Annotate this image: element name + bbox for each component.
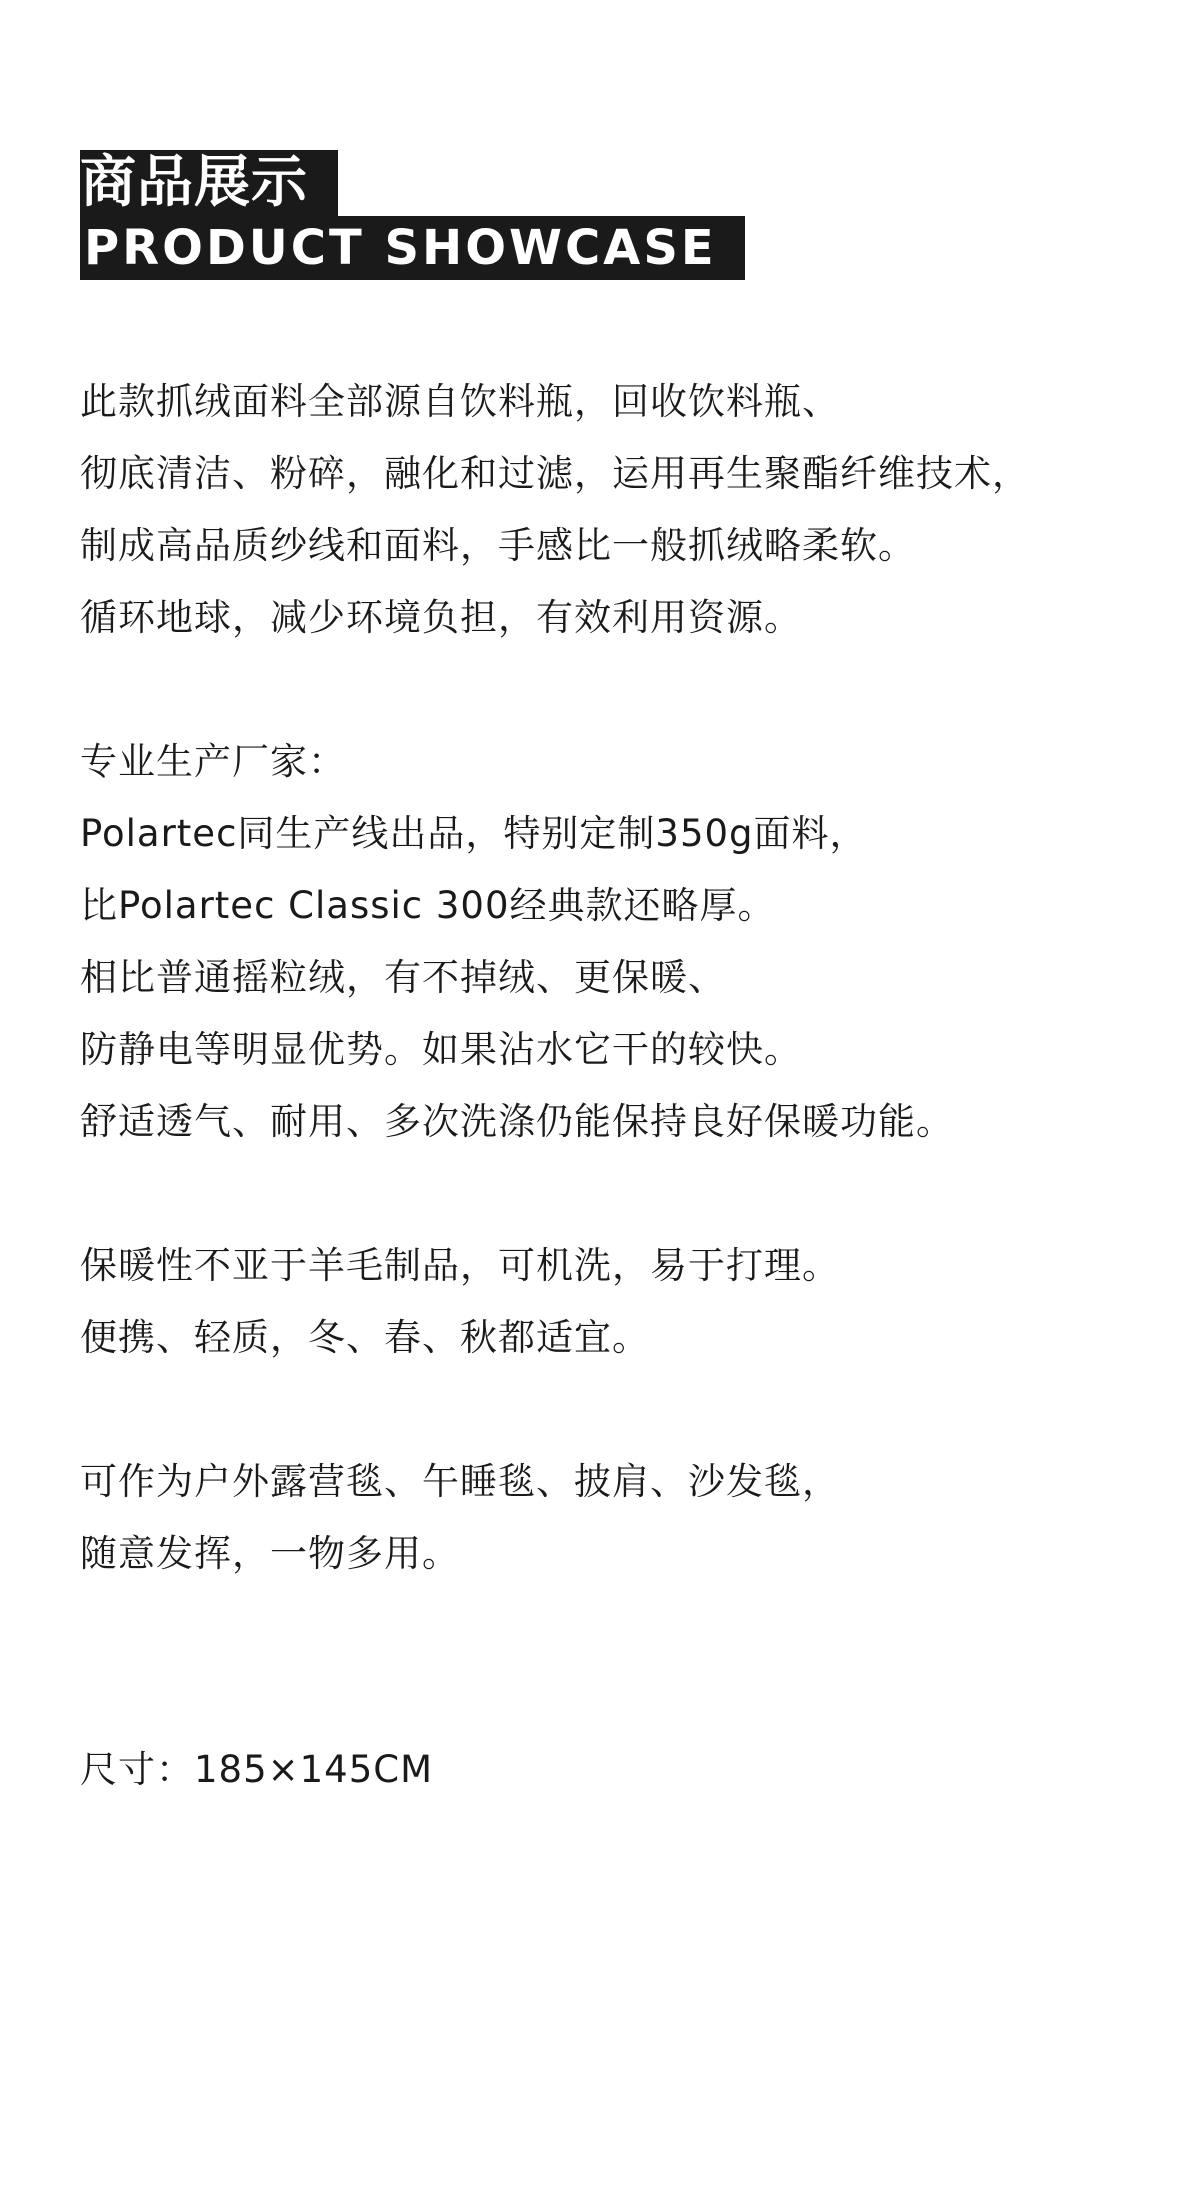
paragraph-spacer [80, 1158, 1140, 1230]
paragraph-material [80, 366, 1140, 654]
product-description [80, 366, 1140, 1806]
text-line: 防静电等明显优势。如果沾水它干的较快。 [80, 1028, 802, 1071]
text-line: 相比普通摇粒绒，有不掉绒、更保暖、 [80, 956, 726, 999]
size-spec: 尺寸：185×145CM [80, 1748, 434, 1791]
heading-title-en: PRODUCT SHOWCASE [80, 216, 745, 280]
text-line: Polartec同生产线出品，特别定制350g面料， [80, 812, 868, 855]
text-line: 彻底清洁、粉碎，融化和过滤，运用再生聚酯纤维技术， [80, 452, 1030, 495]
paragraph-usage [80, 1446, 1140, 1590]
text-line: 循环地球，减少环境负担，有效利用资源。 [80, 596, 802, 639]
text-line: 舒适透气、耐用、多次洗涤仍能保持良好保暖功能。 [80, 1100, 954, 1143]
text-line: 可作为户外露营毯、午睡毯、披肩、沙发毯， [80, 1460, 840, 1503]
text-line: 保暖性不亚于羊毛制品，可机洗，易于打理。 [80, 1244, 840, 1287]
text-line: 便携、轻质，冬、春、秋都适宜。 [80, 1316, 650, 1359]
heading-title-cn: 商品展示 [80, 150, 338, 216]
text-line: 制成高品质纱线和面料，手感比一般抓绒略柔软。 [80, 524, 916, 567]
paragraph-care [80, 1230, 1140, 1374]
paragraph-size [80, 1734, 1140, 1806]
paragraph-spacer [80, 654, 1140, 726]
paragraph-spacer [80, 1590, 1140, 1734]
text-line: 专业生产厂家： [80, 740, 346, 783]
text-line: 随意发挥，一物多用。 [80, 1532, 460, 1575]
paragraph-spacer [80, 1374, 1140, 1446]
text-line: 比Polartec Classic 300经典款还略厚。 [80, 884, 776, 927]
text-line: 此款抓绒面料全部源自饮料瓶，回收饮料瓶、 [80, 380, 840, 423]
paragraph-manufacturer [80, 726, 1140, 1158]
